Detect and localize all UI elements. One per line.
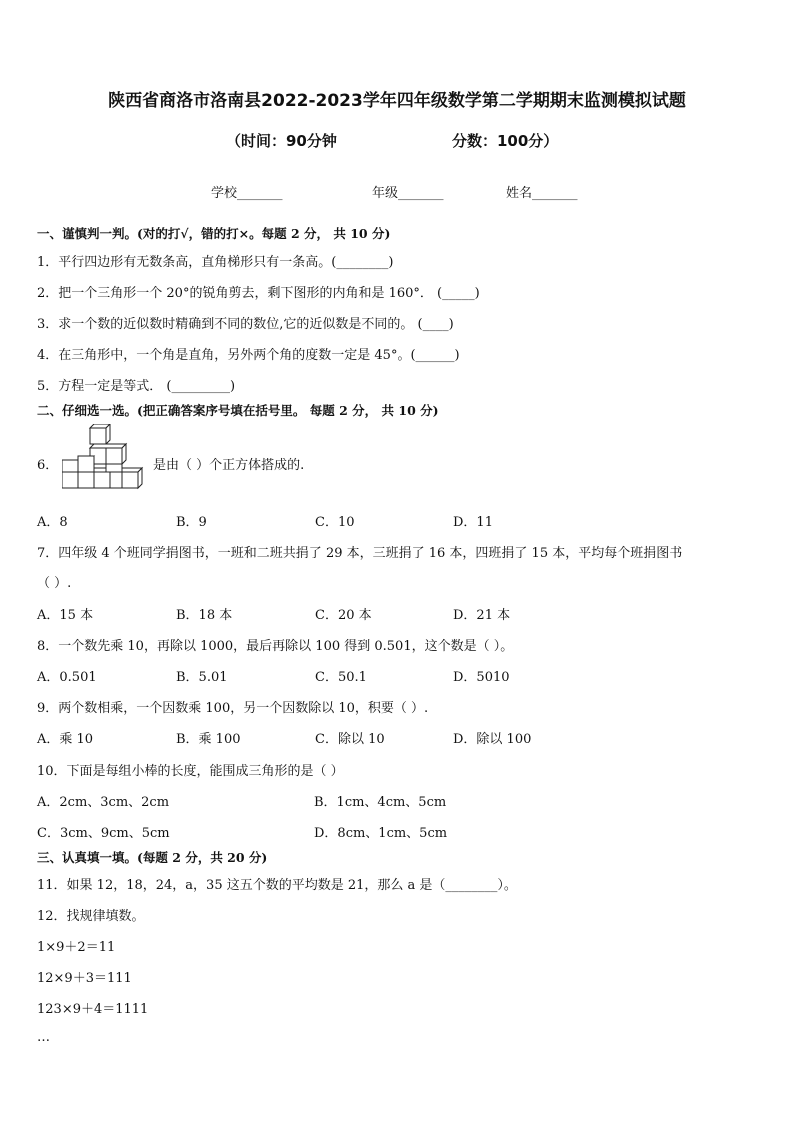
exam-score: 分数：100分） <box>452 132 559 150</box>
q9-option-a: A．乘 10 <box>37 732 94 747</box>
section-1-heading: 一、谨慎判一判。(对的打√，错的打×。每题 2 分， 共 10 分) <box>37 226 391 241</box>
question-4: 4．在三角形中，一个角是直角，另外两个角的度数一定是 45°。(______) <box>37 348 460 363</box>
question-11: 11．如果 12，18，24，a，35 这五个数的平均数是 21，那么 a 是（________）。 <box>37 878 517 893</box>
grade-field: 年级_______ <box>372 186 444 201</box>
question-9: 9．两个数相乘，一个因数乘 100，另一个因数除以 10，积要（ ）. <box>37 701 429 716</box>
exam-time: （时间：90分钟 <box>226 132 337 150</box>
section-2-heading: 二、仔细选一选。(把正确答案序号填在括号里。 每题 2 分， 共 10 分) <box>37 403 439 418</box>
school-field: 学校_______ <box>211 186 283 201</box>
q7-option-c: C．20 本 <box>315 608 372 623</box>
q7-option-b: B．18 本 <box>176 608 233 623</box>
pattern-ellipsis: … <box>37 1030 50 1045</box>
q9-option-b: B．乘 100 <box>176 732 241 747</box>
q8-option-d: D．5010 <box>453 670 510 685</box>
q7-option-a: A．15 本 <box>37 608 94 623</box>
question-7-blank: （ ）. <box>37 576 72 591</box>
q10-option-b: B．1cm、4cm、5cm <box>314 795 447 810</box>
q7-option-d: D．21 本 <box>453 608 511 623</box>
question-8: 8．一个数先乘 10，再除以 1000，最后再除以 100 得到 0.501，这个数是（ ）。 <box>37 639 514 654</box>
question-2: 2．把一个三角形一个 20°的锐角剪去，剩下图形的内角和是 160°． (_____) <box>37 286 480 301</box>
q9-option-d: D．除以 100 <box>453 732 532 747</box>
pattern-equation-3: 123×9＋4＝1111 <box>37 1002 149 1017</box>
question-12: 12．找规律填数。 <box>37 909 145 924</box>
q6-option-a: A．8 <box>37 515 68 530</box>
name-field: 姓名_______ <box>506 186 578 201</box>
q10-option-a: A．2cm、3cm、2cm <box>37 795 170 810</box>
pattern-equation-2: 12×9＋3＝111 <box>37 971 132 986</box>
q8-option-a: A．0.501 <box>37 670 97 685</box>
question-3: 3．求一个数的近似数时精确到不同的数位,它的近似数是不同的。 (____) <box>37 317 454 332</box>
q6-option-d: D．11 <box>453 515 493 530</box>
cube-stack-figure <box>62 424 146 494</box>
q10-option-d: D．8cm、1cm、5cm <box>314 826 448 841</box>
q9-option-c: C．除以 10 <box>315 732 385 747</box>
question-6-text: 是由（ ）个正方体搭成的. <box>153 458 305 473</box>
section-3-heading: 三、认真填一填。(每题 2 分，共 20 分) <box>37 850 268 865</box>
question-10: 10．下面是每组小棒的长度，能围成三角形的是（ ） <box>37 764 344 779</box>
q6-option-b: B．9 <box>176 515 207 530</box>
q10-option-c: C．3cm、9cm、5cm <box>37 826 170 841</box>
page-title: 陕西省商洛市洛南县2022-2023学年四年级数学第二学期期末监测模拟试题 <box>108 91 686 111</box>
question-1: 1．平行四边形有无数条高，直角梯形只有一条高。(________) <box>37 255 394 270</box>
question-7: 7．四年级 4 个班同学捐图书，一班和二班共捐了 29 本，三班捐了 16 本，四班捐了 15 本，平均每个班捐图书 <box>37 546 683 561</box>
q8-option-c: C．50.1 <box>315 670 367 685</box>
q6-option-c: C．10 <box>315 515 355 530</box>
question-6-number: 6． <box>37 458 59 473</box>
question-5: 5．方程一定是等式． (_________) <box>37 379 236 394</box>
q8-option-b: B．5.01 <box>176 670 228 685</box>
pattern-equation-1: 1×9＋2＝11 <box>37 940 116 955</box>
